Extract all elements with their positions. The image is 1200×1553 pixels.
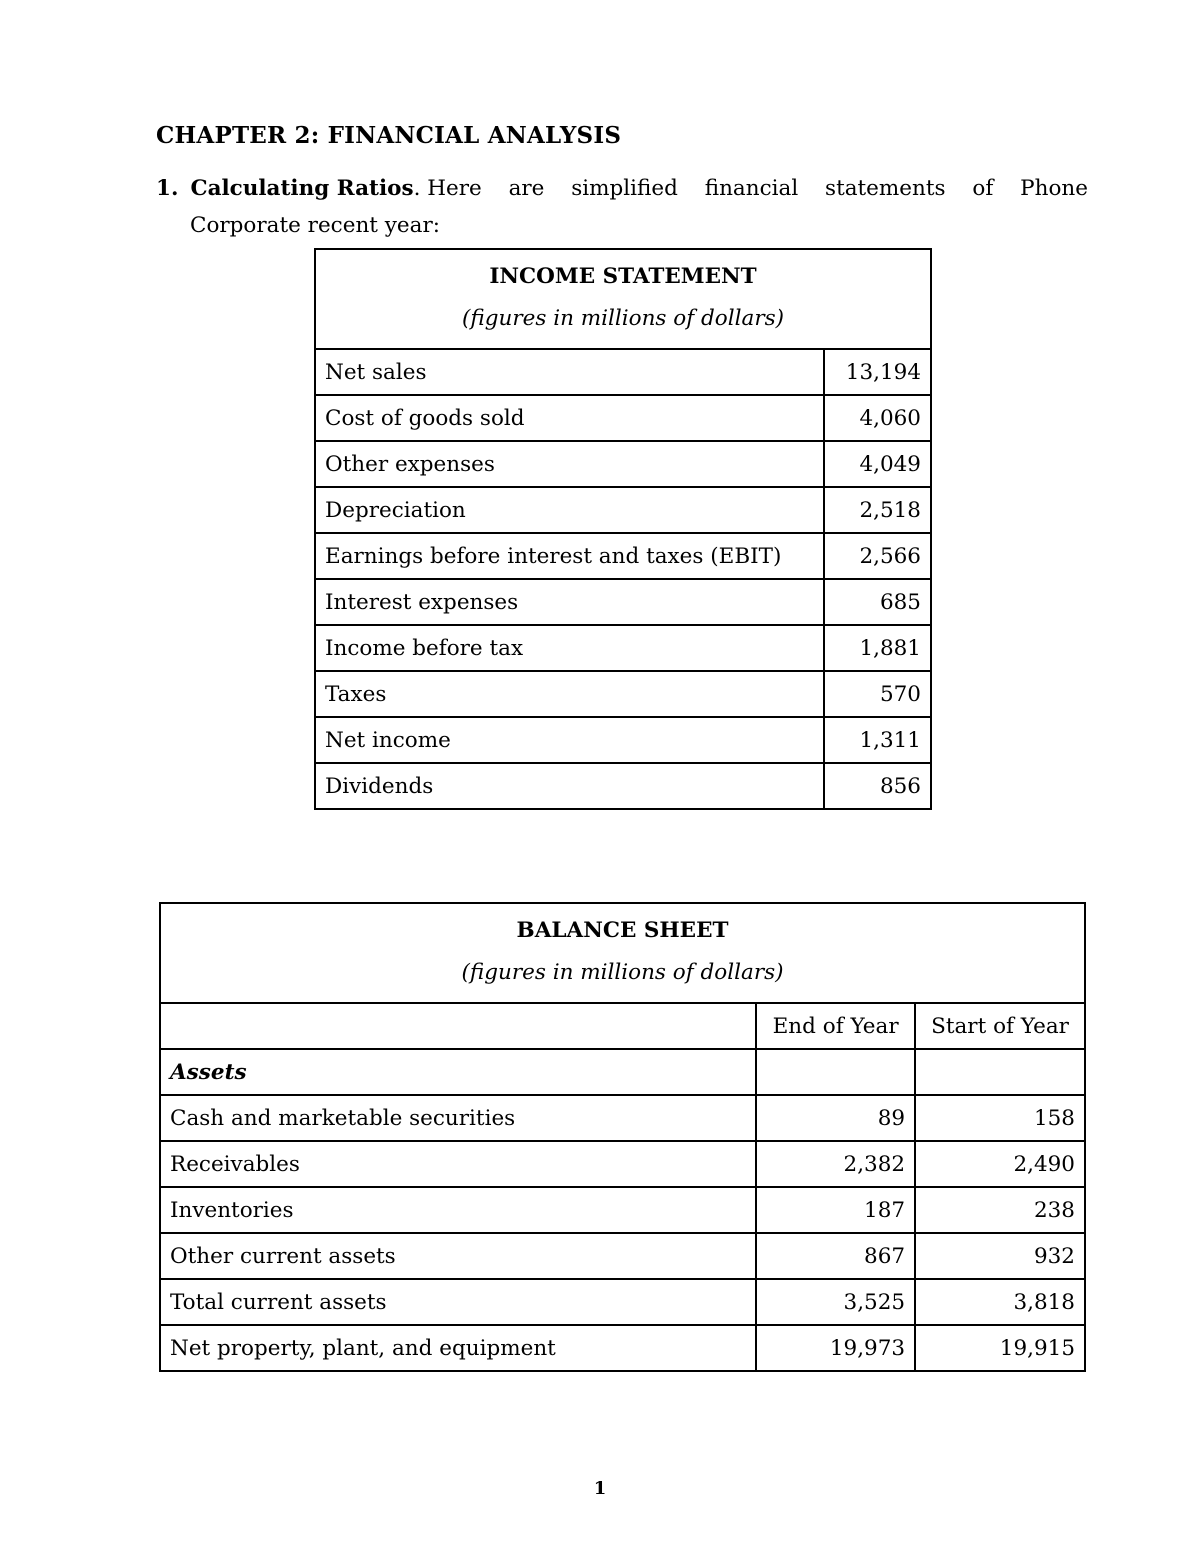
- table-row: [315, 441, 931, 487]
- table-row: [160, 1187, 1085, 1233]
- end-of-year-value: 19,973: [756, 1325, 915, 1371]
- row-value: 13,194: [824, 349, 931, 395]
- row-label: Net sales: [315, 349, 824, 395]
- column-header-row: [160, 1003, 1085, 1049]
- table-header-row: [315, 249, 931, 349]
- row-value: 2,518: [824, 487, 931, 533]
- row-label: Cost of goods sold: [315, 395, 824, 441]
- start-of-year-value: 2,490: [915, 1141, 1085, 1187]
- column-header-end-of-year: End of Year: [756, 1003, 915, 1049]
- question-line-2: Corporate recent year:: [190, 213, 440, 238]
- question-word: are: [508, 176, 545, 201]
- row-label: Dividends: [315, 763, 824, 809]
- table-row: [315, 763, 931, 809]
- balance-sheet-subtitle: (figures in millions of dollars): [461, 960, 784, 985]
- row-label: Net income: [315, 717, 824, 763]
- income-statement-rows: [315, 349, 931, 809]
- table-row: [315, 717, 931, 763]
- row-label: Receivables: [160, 1141, 756, 1187]
- question-word: . Here: [413, 176, 482, 201]
- row-value: 685: [824, 579, 931, 625]
- question-heading: Calculating Ratios: [190, 176, 414, 201]
- start-of-year-value: 932: [915, 1233, 1085, 1279]
- row-label: Income before tax: [315, 625, 824, 671]
- table-row: [160, 1233, 1085, 1279]
- table-row: [315, 487, 931, 533]
- row-label: Interest expenses: [315, 579, 824, 625]
- empty-cell: [160, 1003, 756, 1049]
- table-row: [160, 1325, 1085, 1371]
- table-row: [160, 1279, 1085, 1325]
- question-word: of: [972, 176, 994, 201]
- balance-sheet-title: BALANCE SHEET: [516, 918, 729, 943]
- table-row: [315, 625, 931, 671]
- table-header: [315, 249, 931, 349]
- start-of-year-value: 158: [915, 1095, 1085, 1141]
- table-row: [315, 579, 931, 625]
- question-lead: [156, 170, 482, 207]
- table-row: [315, 395, 931, 441]
- page-number: 1: [593, 1478, 607, 1499]
- income-statement-title: INCOME STATEMENT: [489, 264, 757, 289]
- row-label: Other expenses: [315, 441, 824, 487]
- start-of-year-value: 19,915: [915, 1325, 1085, 1371]
- question-word: Phone: [1020, 176, 1088, 201]
- question-word: simplified: [571, 176, 678, 201]
- question-word: statements: [825, 176, 946, 201]
- table-header: [160, 903, 1085, 1003]
- row-label: Taxes: [315, 671, 824, 717]
- table-header-row: [160, 903, 1085, 1003]
- income-statement-table: [314, 248, 932, 810]
- row-label: Earnings before interest and taxes (EBIT): [315, 533, 824, 579]
- empty-cell: [915, 1049, 1085, 1095]
- row-label: Net property, plant, and equipment: [160, 1325, 756, 1371]
- empty-cell: [756, 1049, 915, 1095]
- row-value: 1,881: [824, 625, 931, 671]
- row-label: Total current assets: [160, 1279, 756, 1325]
- section-label-assets: Assets: [160, 1049, 756, 1095]
- end-of-year-value: 3,525: [756, 1279, 915, 1325]
- table-row: [160, 1095, 1085, 1141]
- row-value: 570: [824, 671, 931, 717]
- row-label: Depreciation: [315, 487, 824, 533]
- start-of-year-value: 3,818: [915, 1279, 1085, 1325]
- table-row: [160, 1141, 1085, 1187]
- row-label: Cash and marketable securities: [160, 1095, 756, 1141]
- question-word: financial: [704, 176, 799, 201]
- row-value: 1,311: [824, 717, 931, 763]
- row-value: 4,049: [824, 441, 931, 487]
- start-of-year-value: 238: [915, 1187, 1085, 1233]
- table-row: [315, 349, 931, 395]
- row-label: Inventories: [160, 1187, 756, 1233]
- end-of-year-value: 187: [756, 1187, 915, 1233]
- end-of-year-value: 89: [756, 1095, 915, 1141]
- balance-sheet-rows: [160, 1095, 1085, 1371]
- row-label: Other current assets: [160, 1233, 756, 1279]
- column-header-start-of-year: Start of Year: [915, 1003, 1085, 1049]
- balance-sheet-table: [159, 902, 1086, 1372]
- question-1: [156, 170, 1088, 244]
- question-number: 1.: [156, 176, 179, 201]
- table-row: [315, 671, 931, 717]
- row-value: 4,060: [824, 395, 931, 441]
- chapter-title: CHAPTER 2: FINANCIAL ANALYSIS: [156, 122, 622, 149]
- end-of-year-value: 867: [756, 1233, 915, 1279]
- row-value: 856: [824, 763, 931, 809]
- table-row: [315, 533, 931, 579]
- row-value: 2,566: [824, 533, 931, 579]
- income-statement-subtitle: (figures in millions of dollars): [461, 306, 785, 331]
- question-line-1: [156, 170, 1088, 207]
- end-of-year-value: 2,382: [756, 1141, 915, 1187]
- section-row-assets: [160, 1049, 1085, 1095]
